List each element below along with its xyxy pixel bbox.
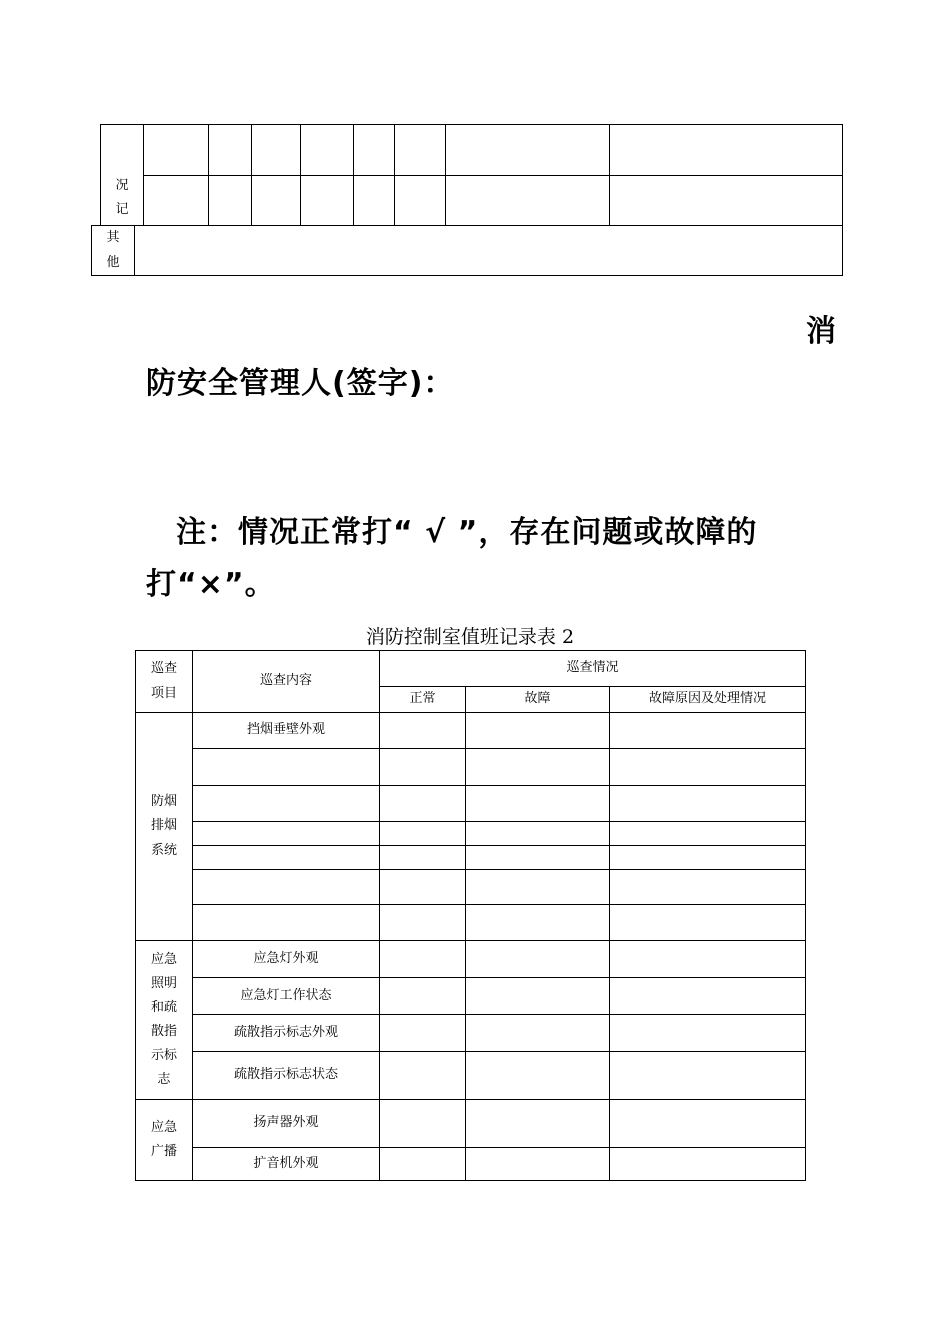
normal-cell[interactable] [380, 978, 466, 1015]
other-label [92, 226, 135, 276]
inspection-item: 疏散指示标志状态 [193, 1052, 380, 1100]
fault-cell[interactable] [466, 822, 610, 846]
reason-cell[interactable] [610, 870, 806, 905]
category-smoke-control [136, 713, 193, 941]
empty-cell[interactable] [446, 125, 610, 176]
note-line-1: 注：情况正常打“ √ ”，存在问题或故障的 [176, 515, 758, 550]
status-record-label [101, 125, 144, 226]
category-line: 散指 [150, 1024, 177, 1039]
category-line: 广播 [150, 1144, 177, 1159]
normal-cell[interactable] [380, 749, 466, 786]
signature-line-1: 消 [806, 314, 837, 349]
reason-cell[interactable] [610, 905, 806, 941]
fault-cell[interactable] [466, 846, 610, 870]
top-partial-table [100, 124, 843, 226]
empty-cell[interactable] [144, 125, 209, 176]
inspection-item [193, 822, 380, 846]
category-line: 示标 [150, 1048, 177, 1064]
reason-cell[interactable] [610, 978, 806, 1015]
inspection-item: 扬声器外观 [193, 1100, 380, 1148]
empty-cell[interactable] [301, 176, 354, 226]
inspection-item: 疏散指示标志外观 [193, 1015, 380, 1052]
empty-cell[interactable] [252, 125, 301, 176]
inspection-item [193, 846, 380, 870]
fault-cell[interactable] [466, 713, 610, 749]
label-char: 其 [106, 230, 120, 245]
reason-cell[interactable] [610, 822, 806, 846]
label-char: 记 [115, 202, 129, 218]
inspection-item [193, 786, 380, 822]
empty-cell[interactable] [354, 176, 395, 226]
header-item-line: 巡查 [150, 661, 177, 677]
other-notes-cell[interactable] [135, 226, 843, 276]
category-line: 和疏 [150, 999, 177, 1015]
empty-cell[interactable] [354, 125, 395, 176]
fault-cell[interactable] [466, 1015, 610, 1052]
label-char: 他 [106, 254, 120, 270]
normal-cell[interactable] [380, 1148, 466, 1181]
header-item [136, 651, 193, 713]
empty-cell[interactable] [610, 176, 843, 226]
inspection-item: 挡烟垂壁外观 [193, 713, 380, 749]
category-line: 防烟 [150, 794, 177, 810]
header-content: 巡查内容 [193, 651, 380, 713]
empty-cell[interactable] [252, 176, 301, 226]
category-line: 应急 [150, 1119, 177, 1135]
fault-cell[interactable] [466, 786, 610, 822]
category-emergency-lighting [136, 941, 193, 1100]
normal-cell[interactable] [380, 822, 466, 846]
inspection-item: 扩音机外观 [193, 1148, 380, 1181]
reason-cell[interactable] [610, 749, 806, 786]
empty-cell[interactable] [610, 125, 843, 176]
reason-cell[interactable] [610, 941, 806, 978]
category-line: 系统 [150, 842, 177, 858]
duty-record-table [135, 650, 806, 1181]
fault-cell[interactable] [466, 941, 610, 978]
fault-cell[interactable] [466, 1148, 610, 1181]
fault-cell[interactable] [466, 749, 610, 786]
category-line: 志 [157, 1072, 171, 1088]
empty-cell[interactable] [395, 125, 446, 176]
normal-cell[interactable] [380, 870, 466, 905]
normal-cell[interactable] [380, 1015, 466, 1052]
inspection-item: 应急灯工作状态 [193, 978, 380, 1015]
reason-cell[interactable] [610, 1148, 806, 1181]
category-line: 照明 [150, 975, 177, 991]
fault-cell[interactable] [466, 905, 610, 941]
record-table-title: 消防控制室值班记录表 2 [365, 626, 575, 648]
fault-cell[interactable] [466, 870, 610, 905]
inspection-item [193, 905, 380, 941]
reason-cell[interactable] [610, 1015, 806, 1052]
header-normal: 正常 [380, 687, 466, 713]
other-row-table [91, 225, 843, 276]
fault-cell[interactable] [466, 1100, 610, 1148]
category-line: 排烟 [150, 818, 177, 834]
note-line-2: 打“×”。 [146, 567, 276, 602]
reason-cell[interactable] [610, 786, 806, 822]
header-item-line: 项目 [150, 685, 177, 701]
inspection-item: 应急灯外观 [193, 941, 380, 978]
reason-cell[interactable] [610, 1100, 806, 1148]
header-reason: 故障原因及处理情况 [610, 687, 806, 713]
normal-cell[interactable] [380, 713, 466, 749]
normal-cell[interactable] [380, 846, 466, 870]
empty-cell[interactable] [301, 125, 354, 176]
empty-cell[interactable] [209, 176, 252, 226]
inspection-item [193, 870, 380, 905]
empty-cell[interactable] [209, 125, 252, 176]
category-line: 应急 [150, 951, 177, 967]
reason-cell[interactable] [610, 1052, 806, 1100]
empty-cell[interactable] [446, 176, 610, 226]
signature-line-2: 防安全管理人(签字)： [146, 366, 455, 401]
empty-cell[interactable] [395, 176, 446, 226]
label-char: 况 [115, 177, 129, 193]
normal-cell[interactable] [380, 1052, 466, 1100]
fault-cell[interactable] [466, 978, 610, 1015]
fault-cell[interactable] [466, 1052, 610, 1100]
reason-cell[interactable] [610, 846, 806, 870]
category-emergency-broadcast [136, 1100, 193, 1181]
inspection-item [193, 749, 380, 786]
normal-cell[interactable] [380, 786, 466, 822]
header-status: 巡查情况 [380, 651, 806, 687]
normal-cell[interactable] [380, 905, 466, 941]
reason-cell[interactable] [610, 713, 806, 749]
normal-cell[interactable] [380, 1100, 466, 1148]
normal-cell[interactable] [380, 941, 466, 978]
empty-cell[interactable] [144, 176, 209, 226]
header-fault: 故障 [466, 687, 610, 713]
